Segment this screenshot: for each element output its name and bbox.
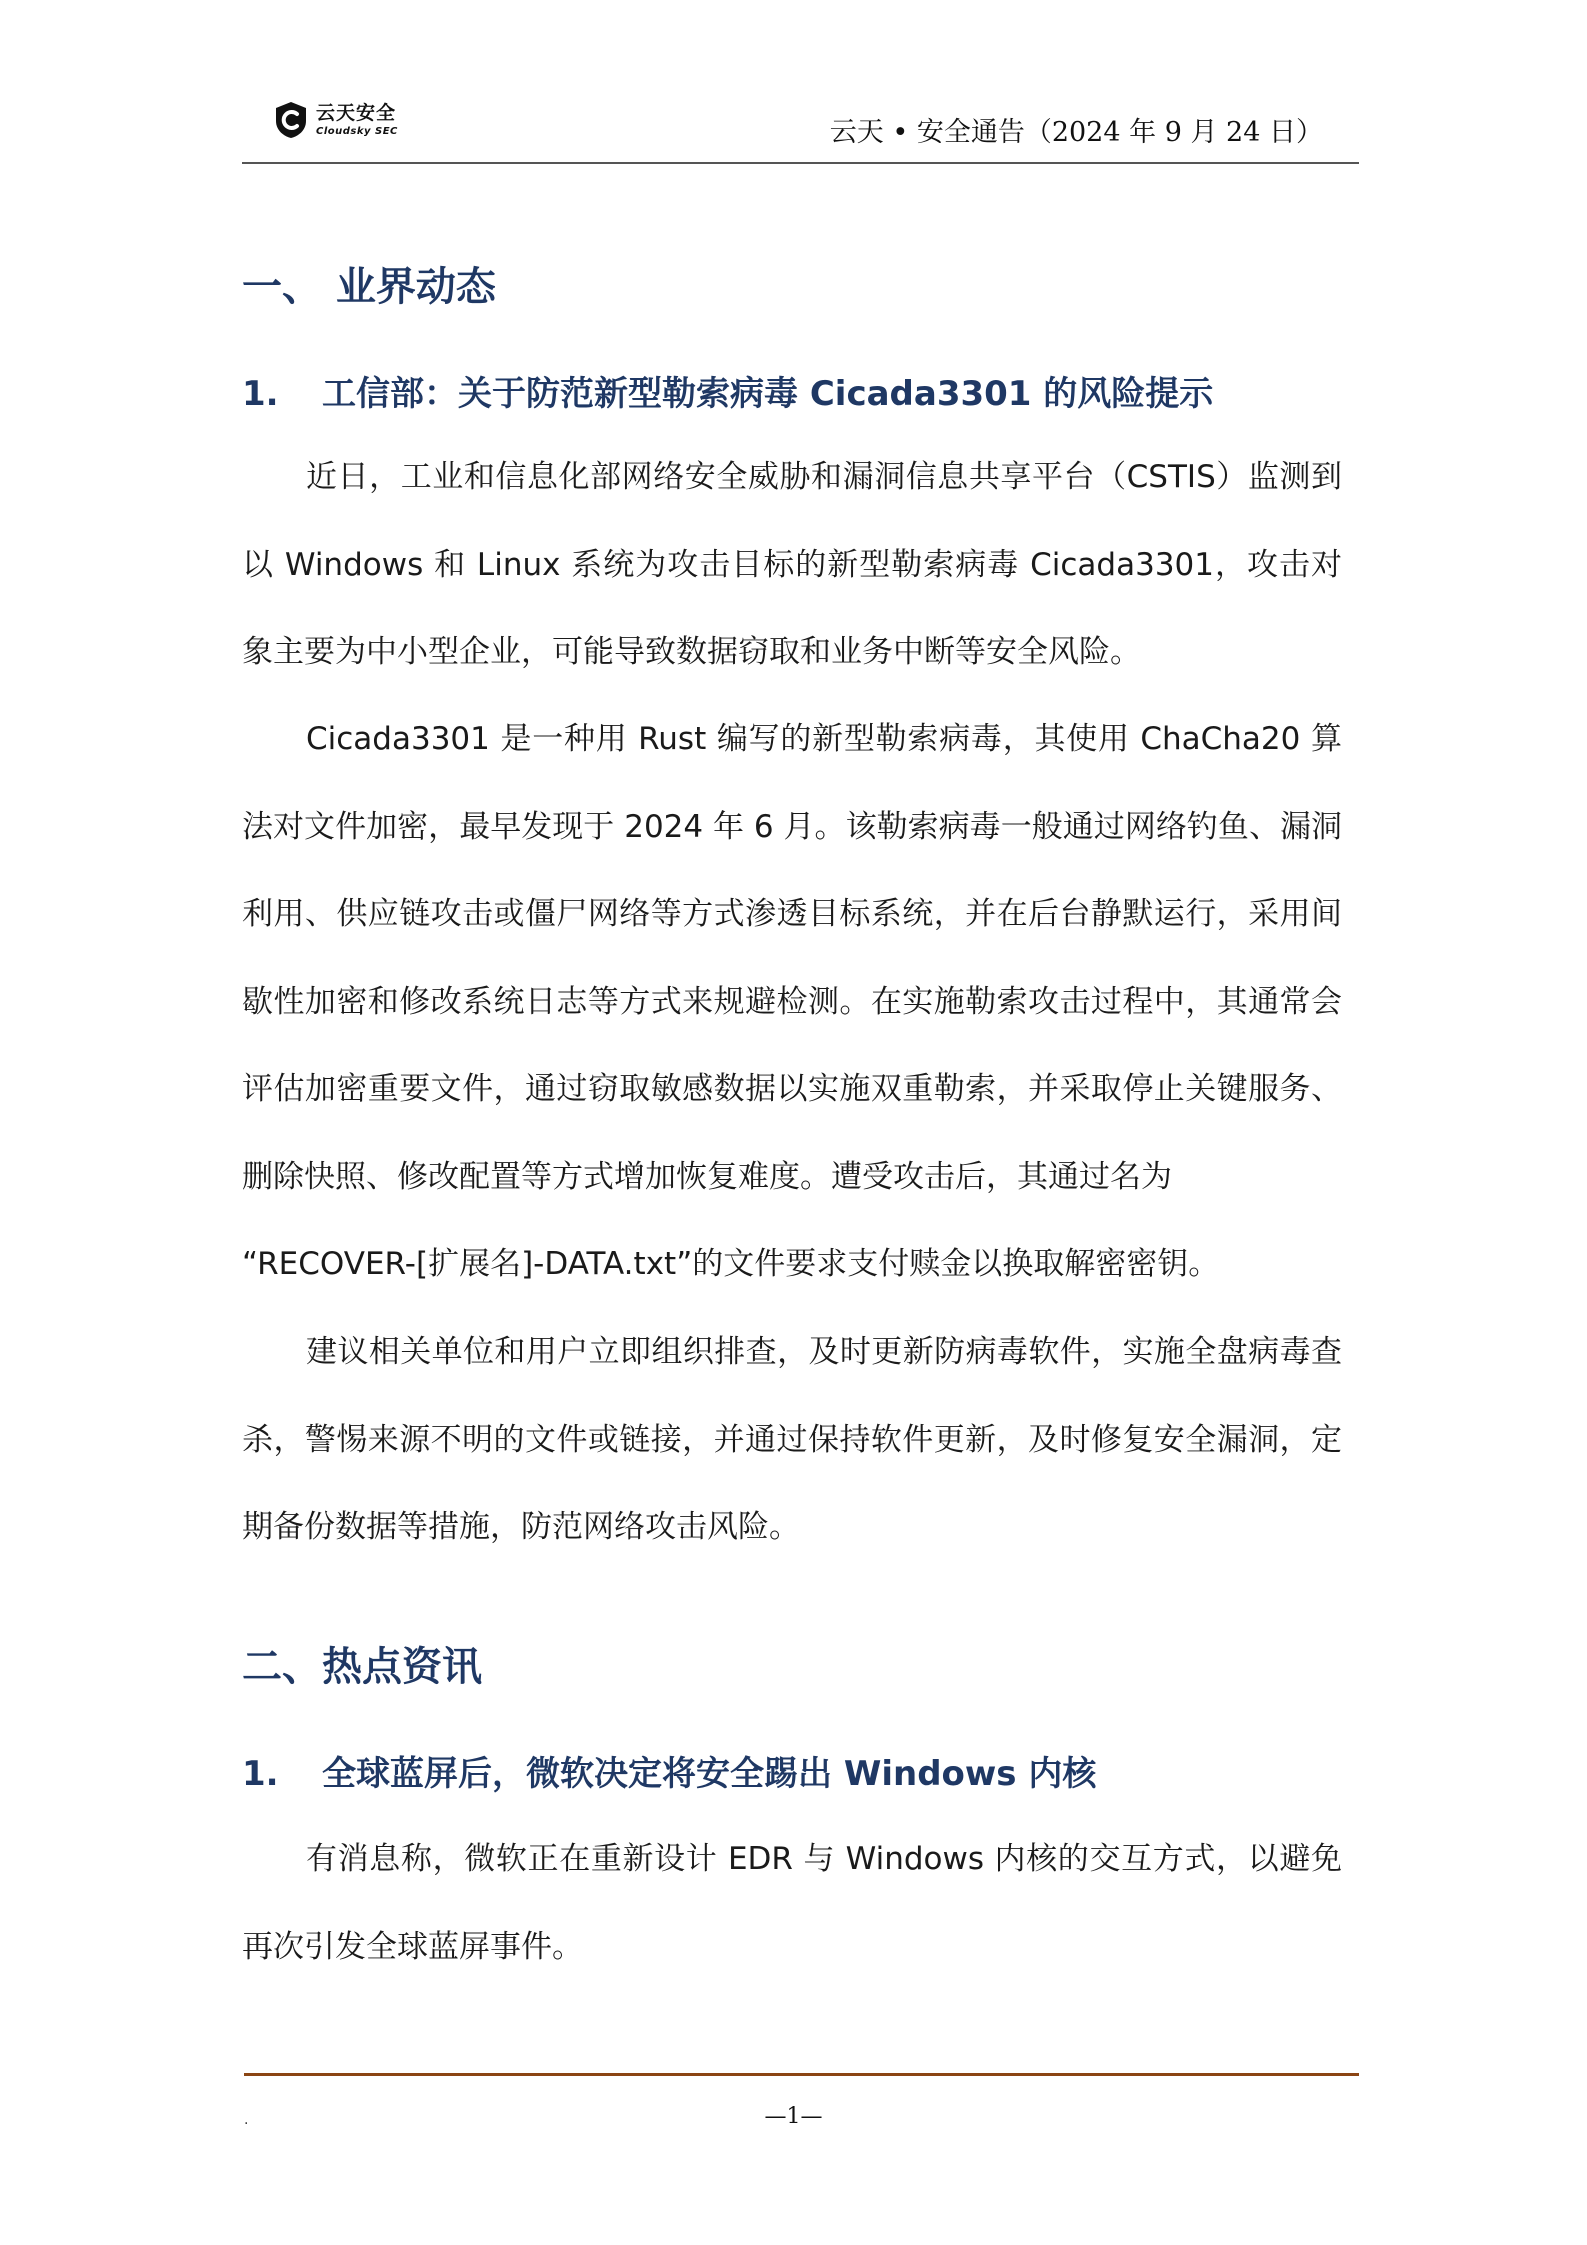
footer-rule: [244, 2073, 1359, 2076]
company-logo: [274, 98, 398, 142]
subsection-heading-microsoft-kernel: [242, 1746, 1096, 1795]
logo-chinese-name: 云天安全: [316, 101, 397, 124]
subsection-number: 1.: [242, 374, 279, 414]
bulletin-title: 云天 • 安全通告（2024 年 9 月 24 日）: [829, 117, 1323, 148]
paragraph: 近日，工业和信息化部网络安全威胁和漏洞信息共享平台（CSTIS）监测到以 Windows 和 Linux 系统为攻击目标的新型勒索病毒 Cicada3301，攻击对象主要为中小型企业，可能导致数据窃取和业务中断等安全风险。: [242, 459, 1342, 670]
section-heading-hot-news: 二、热点资讯: [242, 1644, 482, 1690]
logo-english-name: Cloudsky SEC: [316, 125, 398, 137]
subsection-title: 工信部：关于防范新型勒索病毒 Cicada3301 的风险提示: [322, 374, 1214, 414]
paragraph: 建议相关单位和用户立即组织排查，及时更新防病毒软件，实施全盘病毒查杀，警惕来源不明的文件或链接，并通过保持软件更新，及时修复安全漏洞，定期备份数据等措施，防范网络攻击风险。: [242, 1334, 1342, 1545]
page-header: [242, 92, 1359, 164]
paragraph: 有消息称，微软正在重新设计 EDR 与 Windows 内核的交互方式，以避免再次引发全球蓝屏事件。: [242, 1841, 1342, 1965]
footer-dot: .: [244, 2112, 249, 2128]
section-heading-industry-news: 一、 业界动态: [242, 264, 496, 310]
page-number: —1—: [764, 2104, 823, 2129]
shield-logo-icon: [274, 101, 308, 139]
paragraph: Cicada3301 是一种用 Rust 编写的新型勒索病毒，其使用 ChaCha20 算法对文件加密，最早发现于 2024 年 6 月。该勒索病毒一般通过网络钓鱼、漏洞利用、供应链攻击或僵尸网络等方式渗透目标系统，并在后台静默运行，采用间歇性加密和修改系统日志等方式来规避检测。在实施勒索攻击过程中，其通常会评估加密重要文件，通过窃取敏感数据以实施双重勒索，并采取停止关键服务、删除快照、修改配置等方式增加恢复难度。遭受攻击后，其通过名为: [242, 721, 1342, 1195]
subsection-title: 全球蓝屏后，微软决定将安全踢出 Windows 内核: [322, 1754, 1097, 1794]
paragraph: “RECOVER-[扩展名]-DATA.txt”的文件要求支付赎金以换取解密密钥。: [242, 1246, 1220, 1282]
subsection-heading-miit-alert: [242, 366, 1213, 415]
subsection-number: 1.: [242, 1754, 279, 1794]
